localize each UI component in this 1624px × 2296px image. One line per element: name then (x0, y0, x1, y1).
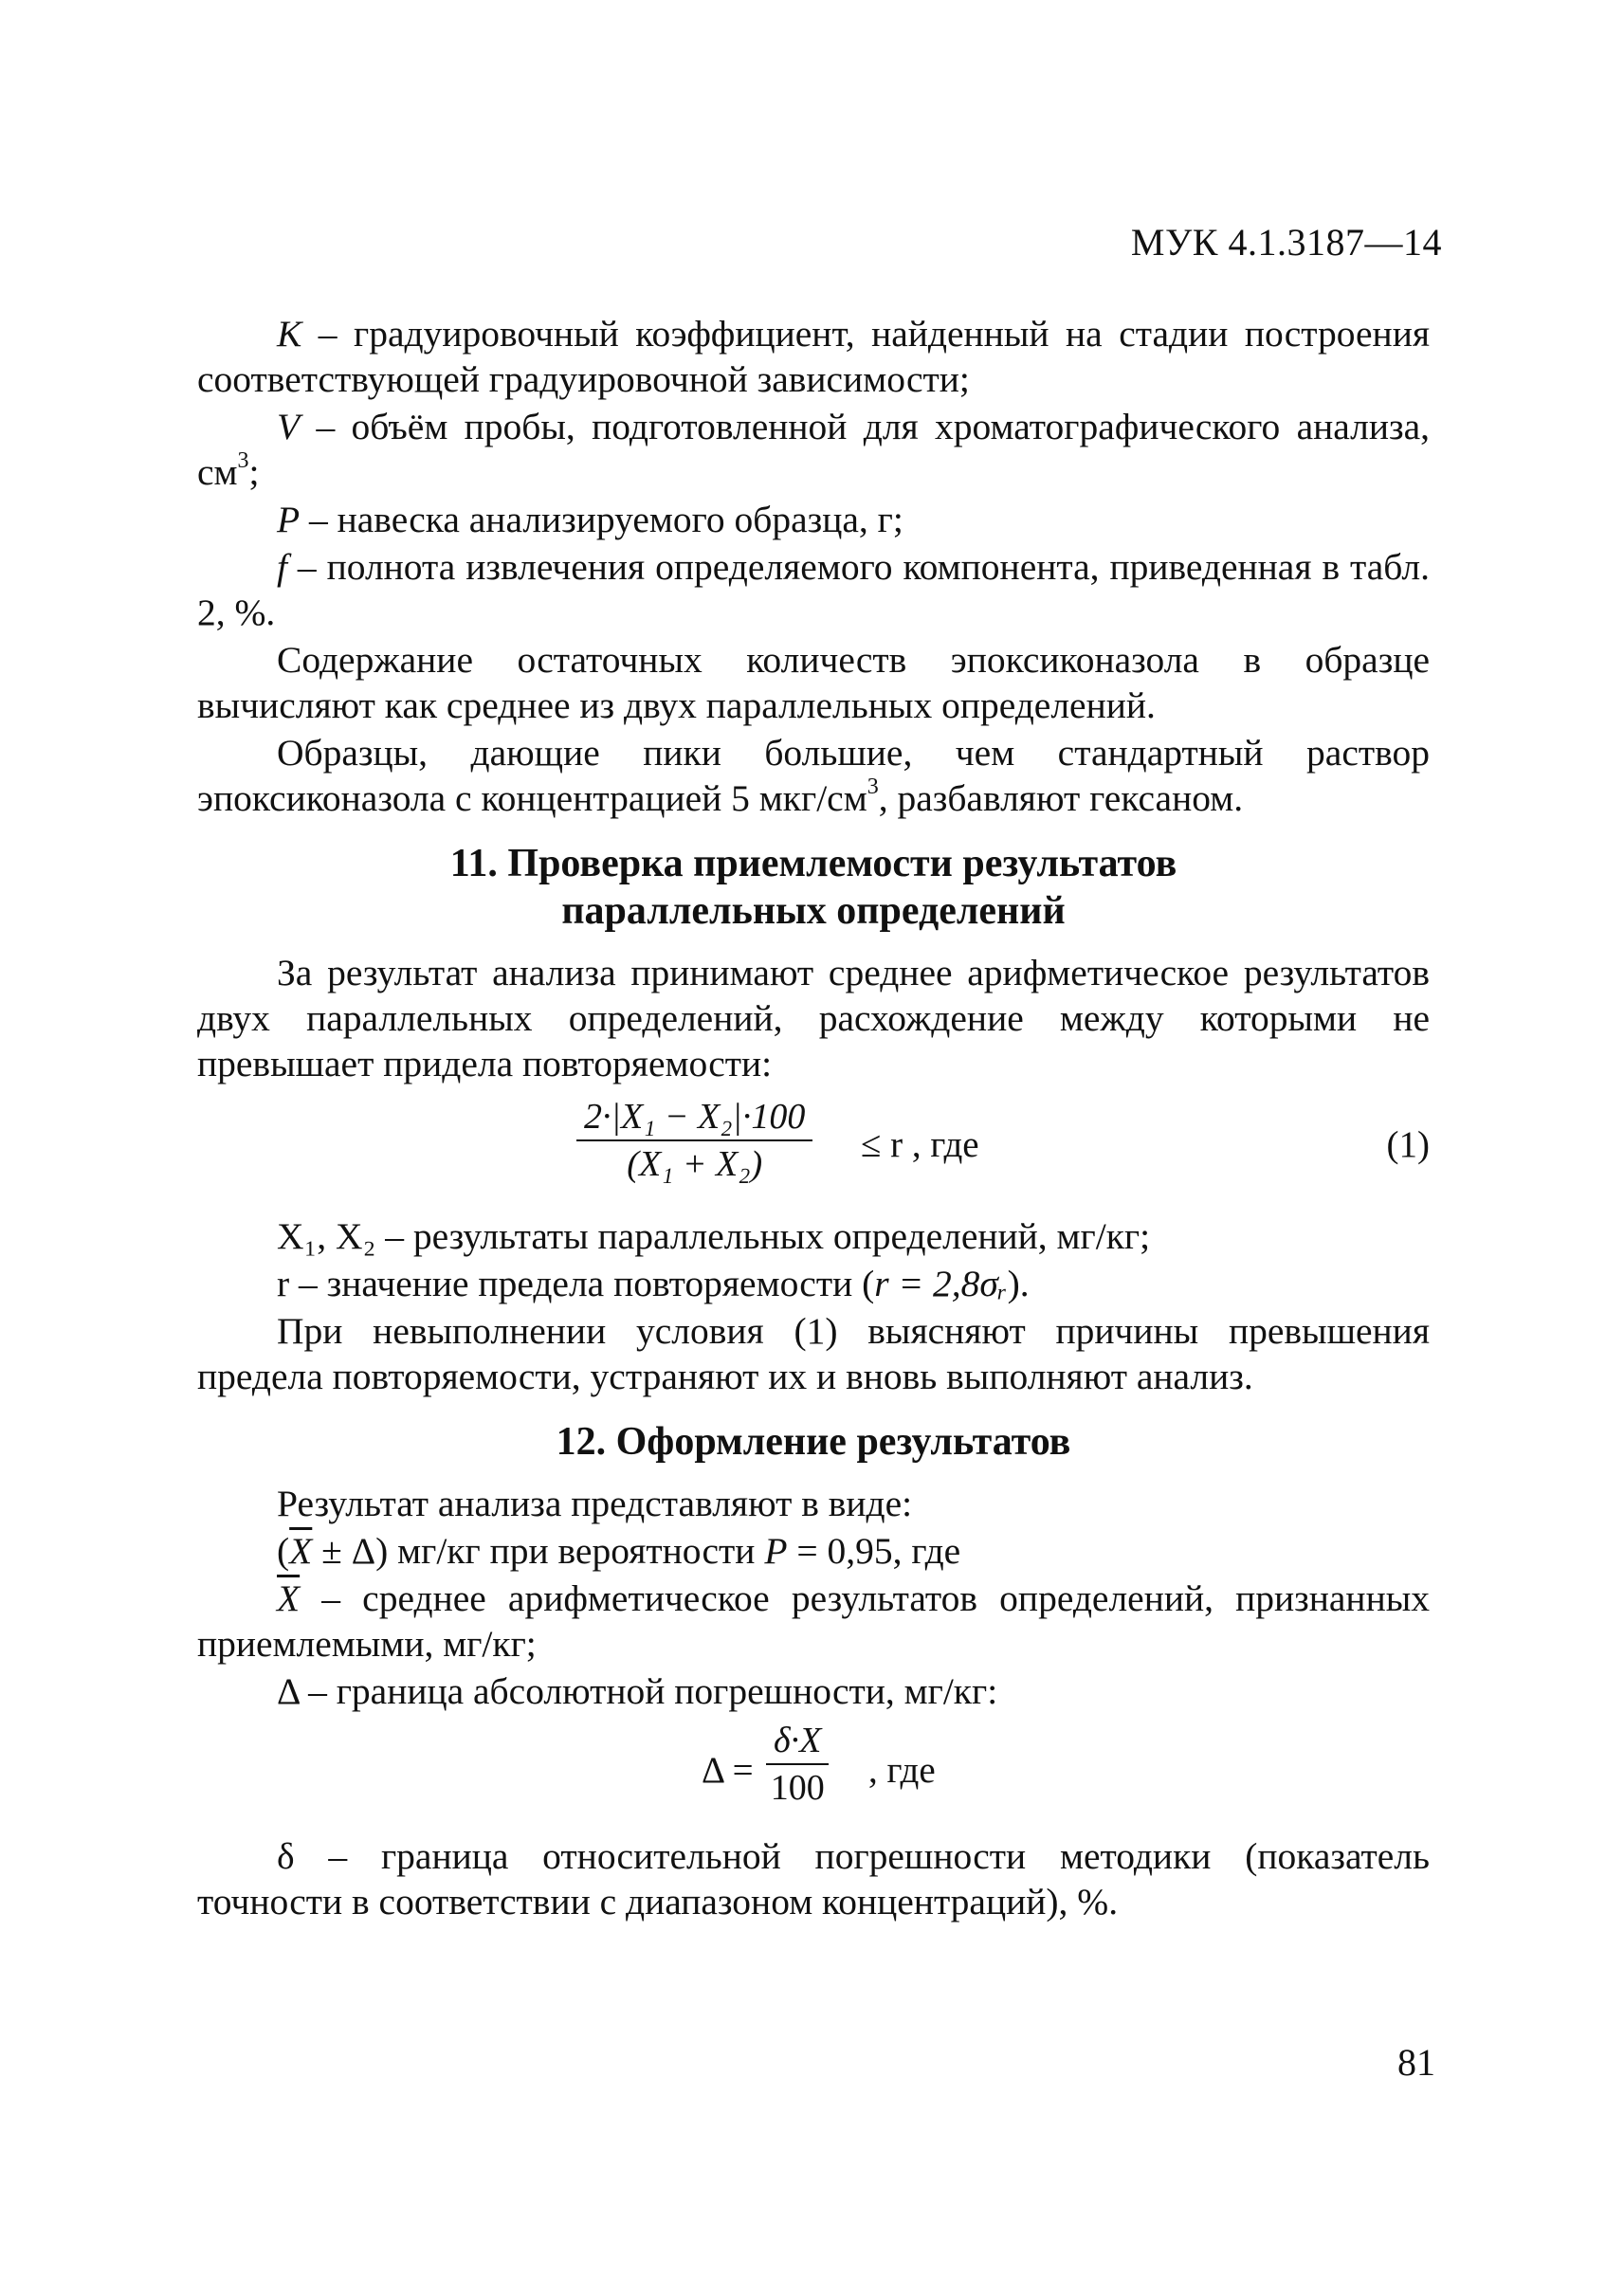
formula-delta-denominator: 100 (770, 1768, 825, 1808)
definition-text: – градуировочный коэффициент, найденный на стадии построения соответствующей градуировочной зависимости; (197, 313, 1430, 400)
superscript: 3 (867, 774, 879, 799)
section-12-title: 12. Оформление результатов (556, 1420, 1071, 1464)
page-content (197, 311, 1430, 1926)
probability-symbol: Р (764, 1530, 788, 1572)
formula-condition: ≤ r , где (861, 1124, 979, 1165)
section-11-intro: За результат анализа принимают среднее арифметическое результатов двух параллельных определений, расхождение между которыми не превышает придела повторяемости: (197, 952, 1430, 1084)
definition-delta: Δ – граница абсолютной погрешности, мг/кг: (277, 1670, 998, 1712)
paragraph-dilution (197, 730, 1430, 821)
formula-denominator: (X₁ + X₂) (627, 1144, 763, 1184)
definition-k (197, 311, 1430, 402)
definition-f (197, 544, 1430, 635)
page-number: 81 (1397, 2041, 1435, 2084)
formula-fraction (576, 1096, 812, 1185)
definition-symbol: f (277, 546, 287, 588)
section-12-line1: Результат анализа представляют в виде: (277, 1483, 913, 1524)
paren-open: ( (277, 1530, 290, 1572)
formula-delta (197, 1720, 1430, 1826)
section-11-title-line2: параллельных определений (561, 889, 1066, 933)
formula-delta-left: Δ = (702, 1750, 754, 1791)
definition-text: – полнота извлечения определяемого компонента, приведенная в табл. 2, %. (197, 546, 1430, 633)
mean-symbol: $\overline{X}$ (277, 1577, 301, 1619)
definition-delta-relative: δ – граница относительной погрешности методики (показатель точности в соответствии с диапазоном концентраций), %. (197, 1835, 1430, 1922)
definition-mean (197, 1576, 1430, 1667)
result-form-end: = 0,95, где (787, 1530, 961, 1572)
section-11-title-line1: 11. Проверка приемлемости результатов (449, 842, 1177, 885)
definition-v (197, 404, 1430, 495)
section-12-result-form (197, 1528, 1430, 1574)
definition-symbol: Р (277, 499, 301, 540)
definition-text: – объём пробы, подготовленной для хроматографического анализа, см (197, 406, 1430, 493)
equation-number: (1) (1386, 1124, 1430, 1165)
definition-p (197, 497, 1430, 542)
mean-symbol: $\overline{X}$ (289, 1530, 313, 1572)
definition-r-end: ). (1007, 1263, 1030, 1304)
formula-numerator: 2·|X₁ − X₂|·100 (576, 1096, 812, 1141)
definition-x1-x2: X₁, X₂ – результаты параллельных определений, мг/кг; (277, 1215, 1151, 1257)
section-11-closing: При невыполнении условия (1) выясняют причины превышения предела повторяемости, устраняют их и вновь выполняют анализ. (197, 1310, 1430, 1397)
definition-symbol: К (277, 313, 302, 355)
formula-repeatability (197, 1092, 1430, 1206)
definition-tail: ; (248, 451, 260, 493)
section-11-title (197, 840, 1430, 935)
paragraph-average: Содержание остаточных количеств эпоксиконазола в образце вычисляют как среднее из двух параллельных определений. (197, 639, 1430, 726)
result-form-text: ± Δ) мг/кг при вероятности (312, 1530, 765, 1572)
paragraph-text-end: , разбавляют гексаном. (878, 777, 1244, 819)
definition-symbol: V (277, 406, 301, 447)
paragraph-text: Образцы, дающие пики большие, чем стандартный раствор эпоксиконазола с концентрацией 5 мкг/см (197, 732, 1430, 819)
definition-r-text: r – значение предела повторяемости ( (277, 1263, 875, 1304)
formula-delta-numerator: δ·X (766, 1720, 829, 1765)
document-code-header: МУК 4.1.3187—14 (1130, 221, 1442, 264)
definition-r-formula: r = 2,8σᵣ (874, 1263, 1008, 1304)
definition-mean-text: – среднее арифметическое результатов определений, признанных приемлемыми, мг/кг; (197, 1577, 1430, 1665)
definition-text: – навеска анализируемого образца, г; (300, 499, 903, 540)
superscript: 3 (237, 447, 249, 473)
formula-delta-fraction (766, 1720, 829, 1809)
definition-r (197, 1261, 1430, 1306)
formula-delta-after: , где (868, 1750, 936, 1791)
